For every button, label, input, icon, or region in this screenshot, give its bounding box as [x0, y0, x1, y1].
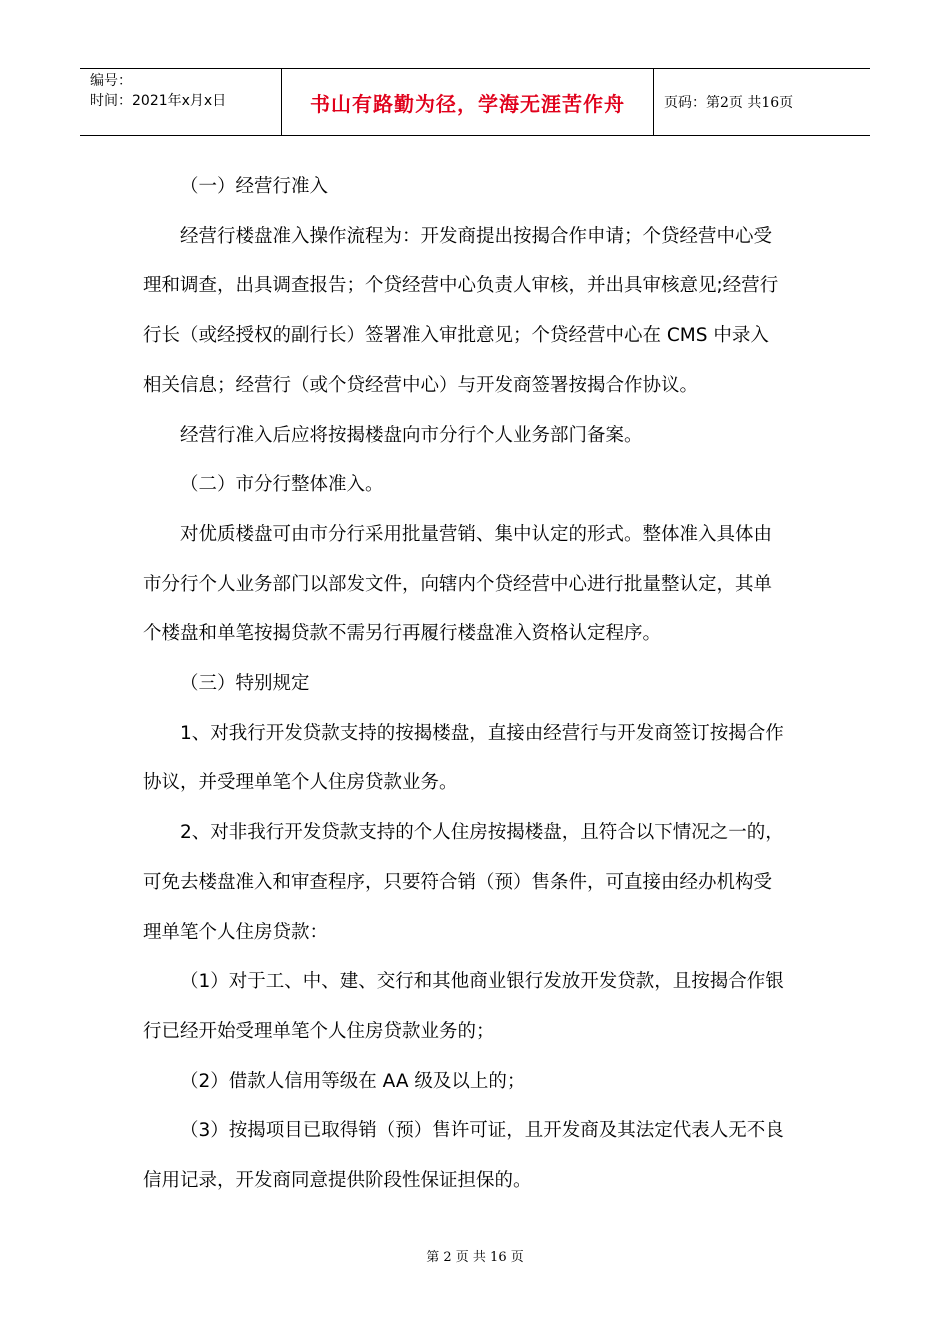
body-line: 行已经开始受理单笔个人住房贷款业务的；: [143, 1020, 495, 1042]
body-line: 可免去楼盘准入和审查程序，只要符合销（预）售条件，可直接由经办机构受: [143, 871, 773, 893]
document-header: [80, 68, 870, 136]
header-page-info: 页码：第2页 共16页: [664, 95, 794, 111]
page-footer: 第 2 页 共 16 页: [426, 1250, 524, 1265]
body-line: 行长（或经授权的副行长）签署准入审批意见；个贷经营中心在 CMS 中录入: [143, 325, 769, 347]
body-line: （2）借款人信用等级在 AA 级及以上的；: [180, 1070, 526, 1092]
body-line: 信用记录，开发商同意提供阶段性保证担保的。: [143, 1170, 532, 1192]
body-line: 经营行准入后应将按揭楼盘向市分行个人业务部门备案。: [180, 424, 643, 446]
body-line: （二）市分行整体准入。: [180, 474, 384, 496]
document-body: [143, 162, 809, 1206]
body-line: （1）对于工、中、建、交行和其他商业银行发放开发贷款，且按揭合作银: [180, 971, 784, 993]
body-line: 理单笔个人住房贷款：: [143, 921, 329, 943]
header-meta-cell: [80, 69, 282, 135]
body-line: 经营行楼盘准入操作流程为：开发商提出按揭合作申请；个贷经营中心受: [180, 225, 773, 247]
body-line: 2、对非我行开发贷款支持的个人住房按揭楼盘，且符合以下情况之一的，: [180, 822, 784, 844]
header-motto: 书山有路勤为径，学海无涯苦作舟: [310, 91, 625, 116]
serial-number-label: 编号：: [90, 73, 132, 89]
body-line: 对优质楼盘可由市分行采用批量营销、集中认定的形式。整体准入具体由: [180, 523, 773, 545]
body-line: 协议，并受理单笔个人住房贷款业务。: [143, 772, 458, 794]
body-line: （一）经营行准入: [180, 176, 329, 197]
body-line: 理和调查，出具调查报告；个贷经营中心负责人审核，并出具审核意见;经营行: [143, 275, 779, 297]
body-line: （三）特别规定: [180, 673, 310, 695]
body-line: 市分行个人业务部门以部发文件，向辖内个贷经营中心进行批量整认定，其单: [143, 573, 773, 595]
body-line: （3）按揭项目已取得销（预）售许可证，且开发商及其法定代表人无不良: [180, 1120, 784, 1142]
header-page-cell: [654, 69, 870, 135]
body-line: 1、对我行开发贷款支持的按揭楼盘，直接由经营行与开发商签订按揭合作: [180, 722, 784, 744]
header-motto-cell: [282, 69, 654, 135]
body-line: 相关信息；经营行（或个贷经营中心）与开发商签署按揭合作协议。: [143, 374, 699, 396]
body-line: 个楼盘和单笔按揭贷款不需另行再履行楼盘准入资格认定程序。: [143, 623, 662, 645]
date-label: 时间：2021年x月x日: [90, 93, 227, 109]
